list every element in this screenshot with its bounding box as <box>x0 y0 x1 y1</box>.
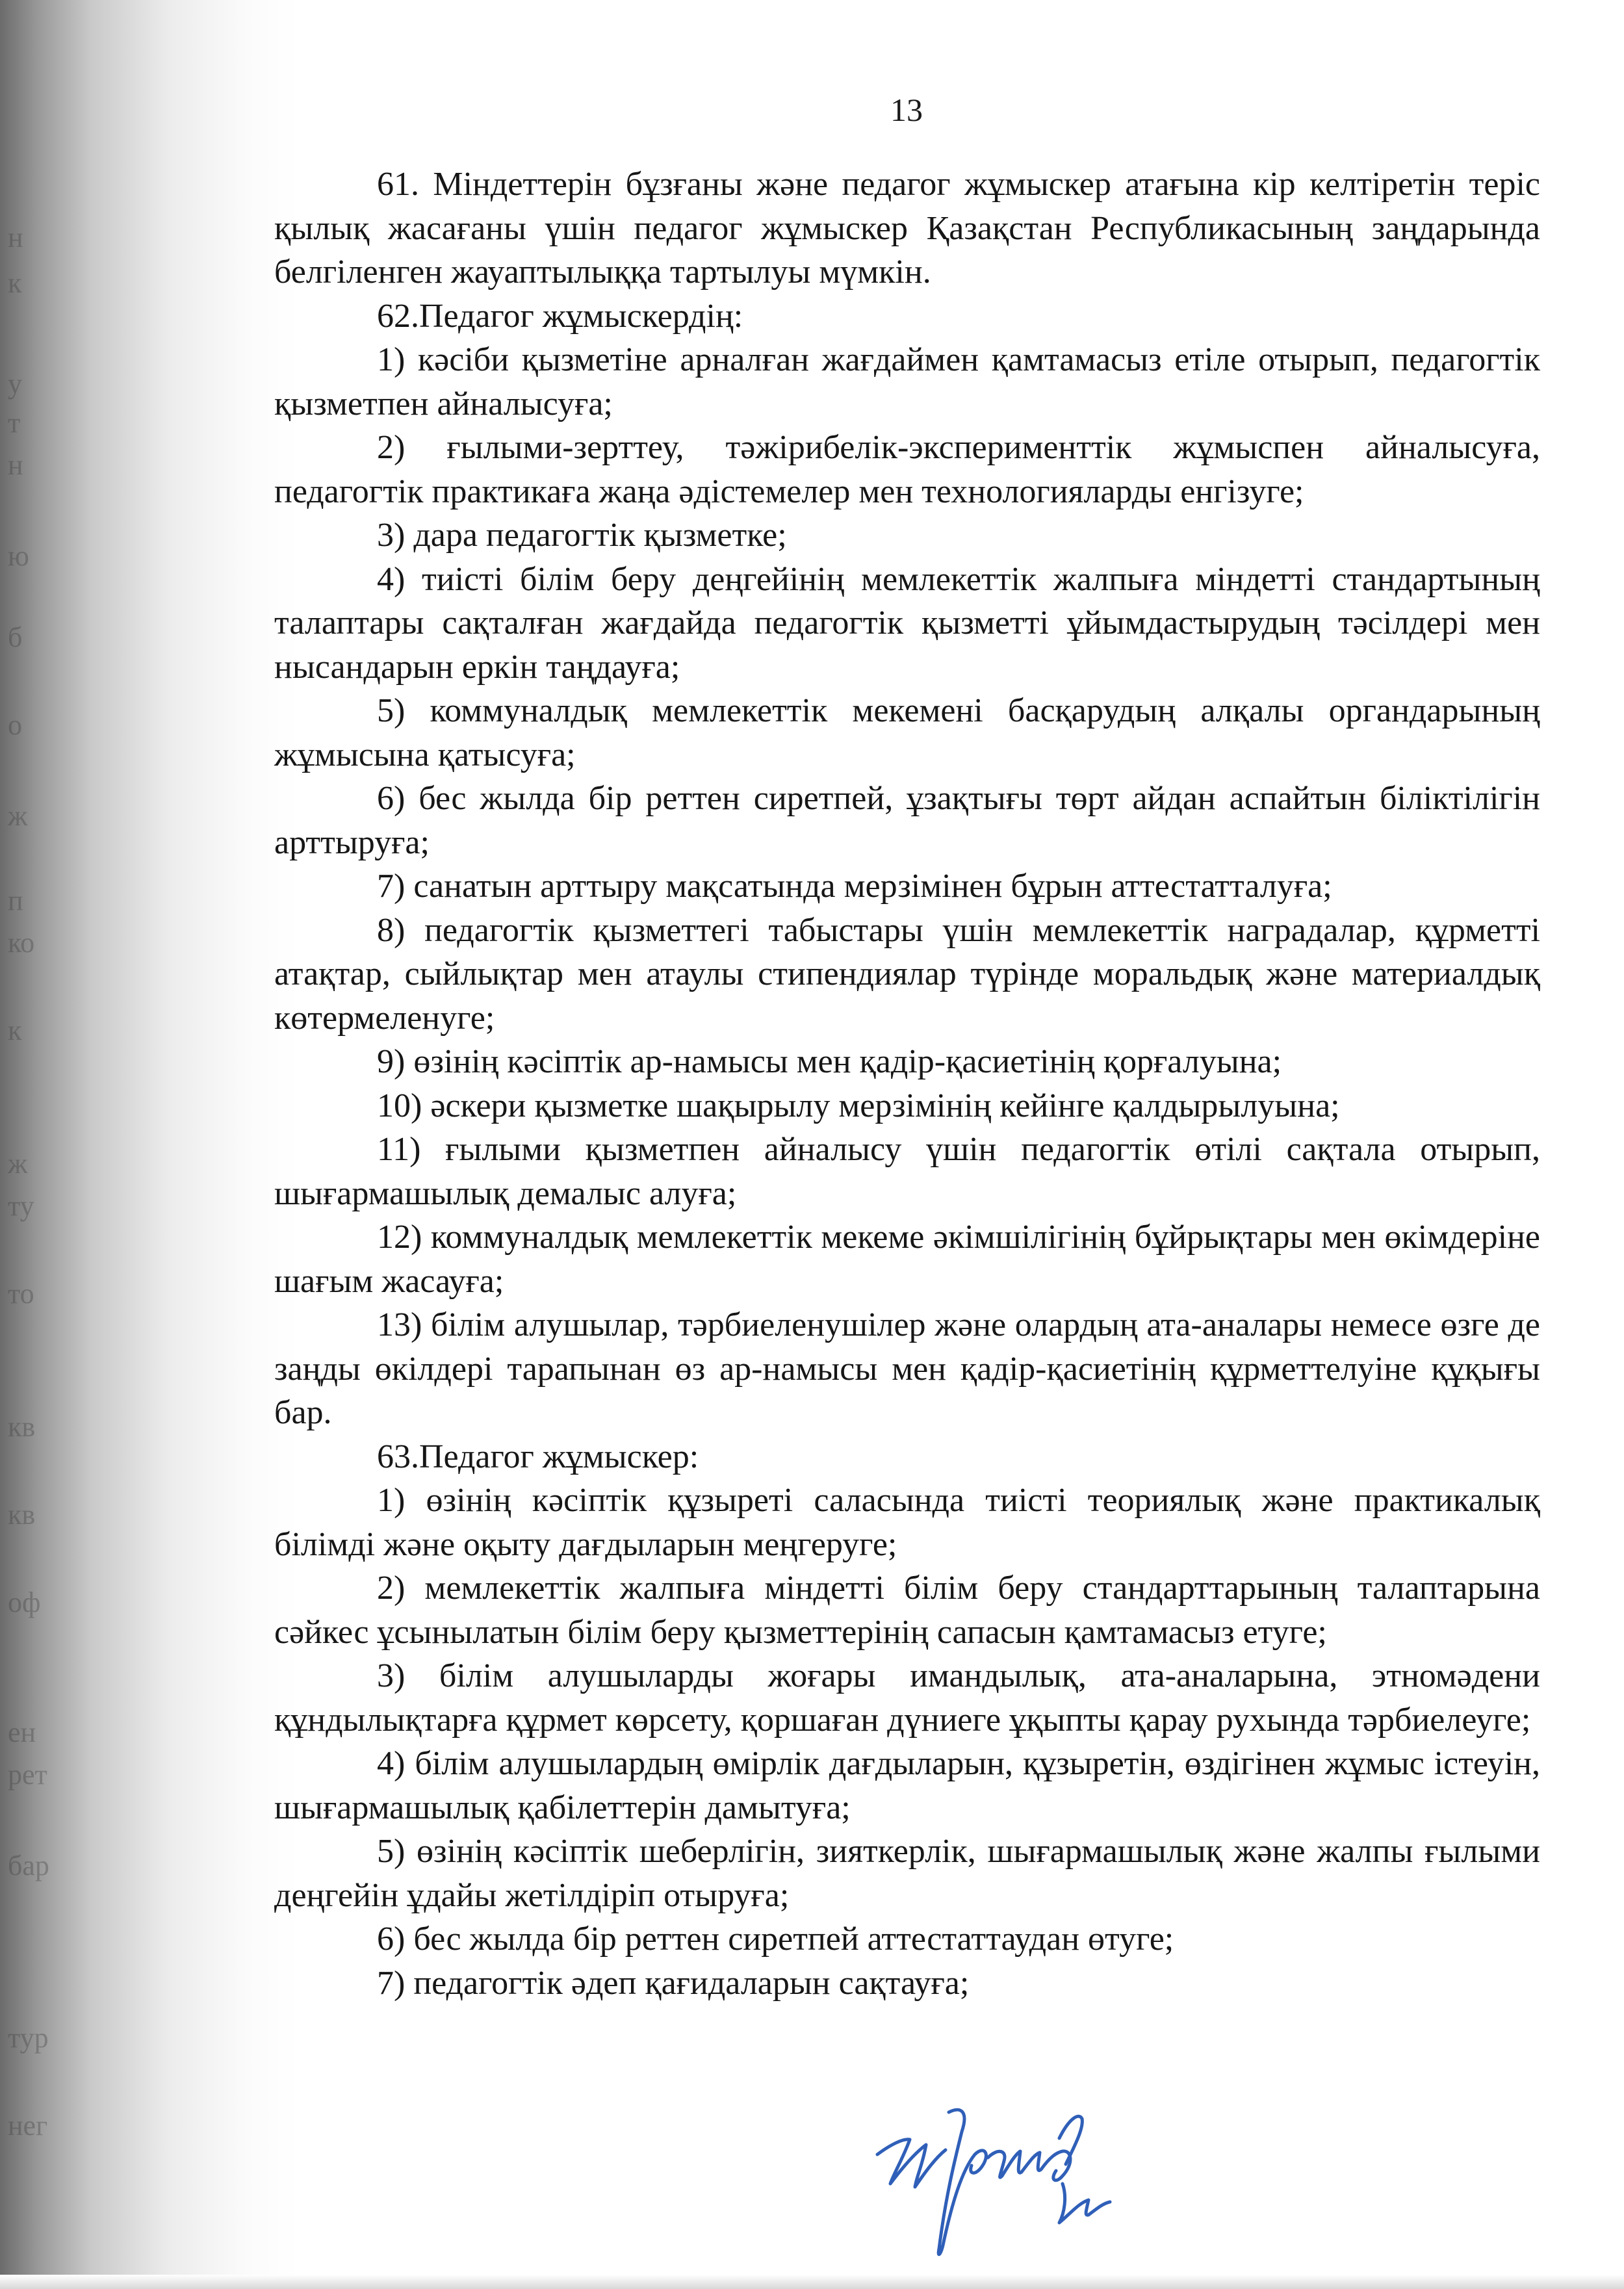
paragraph: 6) бес жылда бір реттен сиретпей, ұзақтығы төрт айдан аспайтын біліктілігін арттыруға; <box>274 780 1540 861</box>
paragraph: 2) мемлекеттік жалпыға міндетті білім беру стандарттарының талаптарына сәйкес ұсынылатын білім беру қызметтерінің сапасын қамтамасыз етуге; <box>274 1570 1540 1651</box>
ghost-text: ен <box>8 1716 36 1748</box>
ghost-text: тур <box>8 2022 49 2054</box>
paragraph: 12) коммуналдық мемлекеттік мекеме әкімшілігінің бұйрықтары мен өкімдеріне шағым жасауға; <box>274 1219 1540 1300</box>
paragraph: 4) тиісті білім беру деңгейінің мемлекеттік жалпыға міндетті стандартының талаптары сақталған жағдайда педагогтік қызметті ұйымдастырудың тәсілдері мен нысандарын еркін таңдауға; <box>274 560 1540 686</box>
paragraph: 9) өзінің кәсіптік ар-намысы мен қадір-қасиетінің қорғалуына; <box>377 1043 1282 1080</box>
paragraph: 1) өзінің кәсіптік құзыреті саласында тиісті теориялық және практикалық білімді және оқыту дағдыларын меңгеруге; <box>274 1482 1540 1563</box>
ghost-text: ж <box>8 800 28 832</box>
ghost-text: ту <box>8 1190 34 1222</box>
ghost-text: ж <box>8 1148 28 1180</box>
paragraph: 62.Педагог жұмыскердің: <box>377 297 743 335</box>
paragraph: 63.Педагог жұмыскер: <box>377 1438 699 1475</box>
paragraph: 3) білім алушыларды жоғары имандылық, ата-аналарына, этномәдени құндылықтарға құрмет көрсету, қоршаған дүниеге ұқыпты қарау рухында тәрбиелеуге; <box>274 1657 1540 1739</box>
ghost-text: п <box>8 885 23 916</box>
ghost-text: н <box>8 449 23 481</box>
paragraph: 61. Міндеттерін бұзғаны және педагог жұмыскер атағына кір келтіретін теріс қылық жасағаны үшін педагог жұмыскер Қазақстан Республикасының заңдарында белгіленген жауаптылыққа тартылуы мүмкін. <box>274 166 1540 291</box>
document-body <box>274 162 1540 2005</box>
ghost-text: ю <box>8 540 29 572</box>
paragraph: 4) білім алушылардың өмірлік дағдыларын, құзыретін, өздігінен жұмыс істеуін, шығармашылық қабілеттерін дамытуға; <box>274 1745 1540 1826</box>
ghost-text: рет <box>8 1759 47 1791</box>
page-bottom-edge <box>0 2275 1624 2289</box>
bleed-through-margin <box>0 0 104 2289</box>
page-number: 13 <box>890 92 923 128</box>
ghost-text: кв <box>8 1499 36 1531</box>
ghost-text: т <box>8 407 21 439</box>
paragraph: 2) ғылыми-зерттеу, тәжірибелік-эксперименттік жұмыспен айналысуға, педагогтік практикаға жаңа әдістемелер мен технологияларды енгізуге; <box>274 429 1540 510</box>
ghost-text: нег <box>8 2110 48 2141</box>
ghost-text: то <box>8 1278 34 1310</box>
paragraph: 11) ғылыми қызметпен айналысу үшін педагогтік өтілі сақтала отырып, шығармашылық демалыс алуға; <box>274 1131 1540 1212</box>
ghost-text: оф <box>8 1586 41 1618</box>
ghost-text: б <box>8 621 23 653</box>
paragraph: 13) білім алушылар, тәрбиеленушілер және олардың ата-аналары немесе өзге де заңды өкілдері тарапынан өз ар-намысы мен қадір-қасиетінің құрметтелуіне құқығы бар. <box>274 1306 1540 1431</box>
ghost-text: о <box>8 709 22 741</box>
handwritten-signature <box>864 2093 1137 2262</box>
paragraph: 7) санатын арттыру мақсатында мерзімінен бұрын аттестатталуға; <box>377 868 1332 905</box>
ghost-text: к <box>8 267 22 299</box>
paragraph: 5) өзінің кәсіптік шеберлігін, зияткерлік, шығармашылық және жалпы ғылыми деңгейін ұдайы жетілдіріп отыруға; <box>274 1833 1540 1914</box>
ghost-text: к <box>8 1015 22 1046</box>
ghost-text: у <box>8 368 22 400</box>
ghost-text: ко <box>8 927 35 959</box>
paragraph: 10) әскери қызметке шақырылу мерзімінің кейінге қалдырылуына; <box>377 1087 1340 1124</box>
paragraph: 6) бес жылда бір реттен сиретпей аттестаттаудан өтуге; <box>377 1920 1174 1958</box>
paragraph: 5) коммуналдық мемлекеттік мекемені басқарудың алқалы органдарының жұмысына қатысуға; <box>274 692 1540 773</box>
ghost-text: кв <box>8 1411 36 1443</box>
paragraph: 1) кәсіби қызметіне арналған жағдаймен қамтамасыз етіле отырып, педагогтік қызметпен айналысуға; <box>274 341 1540 422</box>
paragraph: 3) дара педагогтік қызметке; <box>377 517 787 554</box>
paragraph: 8) педагогтік қызметтегі табыстары үшін мемлекеттік наградалар, құрметті атақтар, сыйлықтар мен атаулы стипендиялар түрінде моральдық және материалдық көтермеленуге; <box>274 911 1540 1037</box>
paragraph: 7) педагогтік әдеп қағидаларын сақтауға; <box>377 1964 970 2002</box>
ghost-text: н <box>8 222 23 253</box>
ghost-text: бар <box>8 1850 49 1882</box>
